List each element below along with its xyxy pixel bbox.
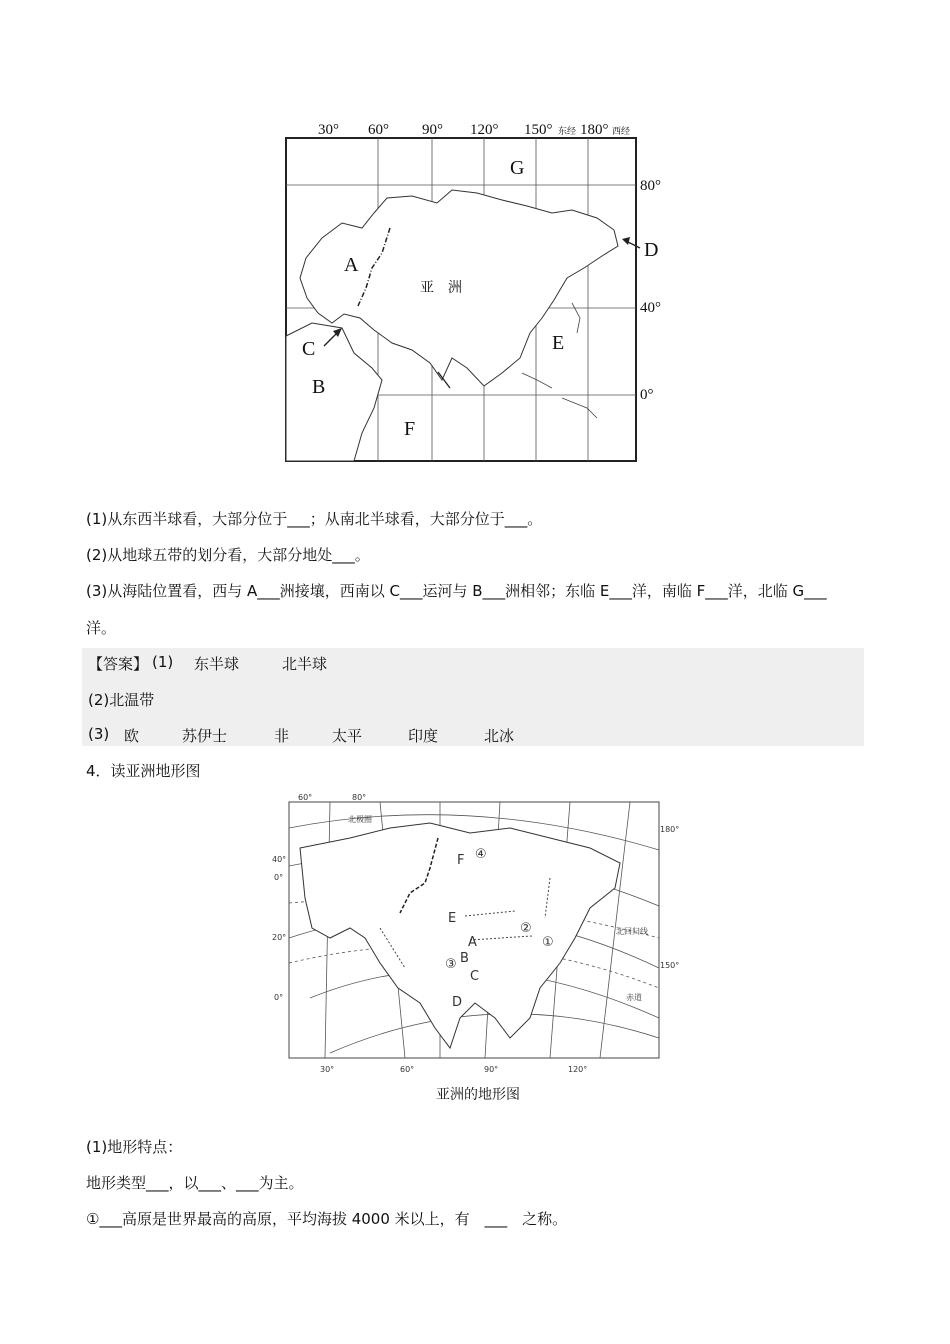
- question-2: (2)从地球五带的划分看，大部分地处___。: [86, 546, 370, 564]
- map1-label-e: E: [552, 332, 565, 354]
- section-4-title: 4．读亚洲地形图: [86, 762, 201, 780]
- map-asia-terrain: [270, 788, 690, 1080]
- map1-lon-150: 150°: [524, 122, 553, 138]
- map1-label-d: D: [644, 239, 659, 261]
- section-4-sub-3: ①___高原是世界最高的高原，平均海拔 4000 米以上，有 ___ 之称。: [86, 1210, 568, 1228]
- question-1: (1)从东西半球看，大部分位于___；从南北半球看，大部分位于___。: [86, 510, 543, 528]
- map2-letter-c: C: [470, 969, 480, 984]
- map1-label-g: G: [510, 157, 525, 179]
- question-3-line-1: (3)从海陆位置看，西与 A___洲接壤，西南以 C___运河与 B___洲相邻；东临 E___洋，南临 F___洋，北临 G___: [86, 582, 827, 600]
- map2-number-4: ④: [475, 847, 487, 862]
- section-4-sub-2: 地形类型___，以___、___为主。: [86, 1174, 304, 1192]
- map2-letter-b: B: [460, 951, 469, 966]
- map2-top-lon-60: 60°: [298, 793, 313, 802]
- answer-p3-value-2: 苏伊士: [182, 727, 228, 745]
- map1-label-b: B: [312, 376, 326, 398]
- map-asia-location: [262, 118, 682, 468]
- map2-letter-f: F: [457, 853, 465, 868]
- map-asia-location-svg: [262, 118, 682, 468]
- map2-left-lat-20: 20°: [272, 933, 287, 942]
- map2-left-lat-40: 40°: [272, 855, 287, 864]
- map-asia-terrain-svg: [270, 788, 690, 1080]
- answer-p1-value-2: 北半球: [282, 655, 328, 673]
- map2-number-1: ①: [542, 935, 554, 950]
- map2-bottom-lon-60: 60°: [400, 1065, 415, 1074]
- map1-label-a: A: [344, 254, 359, 276]
- answer-p3-value-4: 太平: [332, 727, 363, 745]
- map1-continent-label: 亚 洲: [420, 280, 462, 296]
- map2-number-2: ②: [520, 921, 532, 936]
- map1-label-f: F: [404, 418, 416, 440]
- answer-p2: (2)北温带: [88, 691, 155, 709]
- map2-left-lat-0b: 0°: [274, 993, 284, 1002]
- map2-arctic-circle-label: 北极圈: [348, 815, 372, 824]
- map1-lon-west: 西经: [612, 126, 631, 136]
- answer-p1-value-1: 东半球: [194, 655, 240, 673]
- map2-letter-e: E: [448, 911, 457, 926]
- map2-bottom-lon-90: 90°: [484, 1065, 499, 1074]
- map2-right-lon-180: 180°: [660, 825, 680, 834]
- answer-box: [82, 648, 864, 746]
- question-3-line-2: 洋。: [86, 619, 117, 637]
- map1-lat-40: 40°: [640, 300, 661, 316]
- map1-lon-east: 东经: [558, 126, 577, 136]
- map1-label-c: C: [302, 338, 316, 360]
- map2-number-3: ③: [445, 957, 457, 972]
- section-4-sub-1: (1)地形特点：: [86, 1138, 183, 1156]
- answer-p3-value-6: 北冰: [484, 727, 515, 745]
- answer-p3-value-3: 非: [274, 727, 290, 745]
- map2-left-lat-0a: 0°: [274, 873, 284, 882]
- map2-letter-d: D: [452, 995, 463, 1010]
- map2-equator-label: 赤道: [626, 993, 642, 1002]
- map1-lon-90: 90°: [422, 122, 443, 138]
- map1-lon-180: 180°: [580, 122, 609, 138]
- answer-p3-num: (3): [88, 725, 110, 743]
- map1-lat-80: 80°: [640, 178, 661, 194]
- map1-lon-60: 60°: [368, 122, 389, 138]
- map1-lon-30: 30°: [318, 122, 339, 138]
- map2-tropic-label: 北回归线: [616, 927, 648, 936]
- map1-lon-120: 120°: [470, 122, 499, 138]
- answer-p3-value-1: 欧: [124, 727, 140, 745]
- map2-bottom-lon-120: 120°: [568, 1065, 588, 1074]
- map2-top-lon-80: 80°: [352, 793, 367, 802]
- map2-letter-a: A: [468, 935, 477, 950]
- answer-p1-num: (1): [152, 653, 174, 671]
- answer-label: 【答案】: [88, 655, 149, 673]
- answer-p3-value-5: 印度: [408, 727, 439, 745]
- map2-caption: 亚洲的地形图: [436, 1087, 520, 1103]
- map2-bottom-lon-30: 30°: [320, 1065, 335, 1074]
- map1-lat-0: 0°: [640, 387, 654, 403]
- map2-right-lon-150: 150°: [660, 961, 680, 970]
